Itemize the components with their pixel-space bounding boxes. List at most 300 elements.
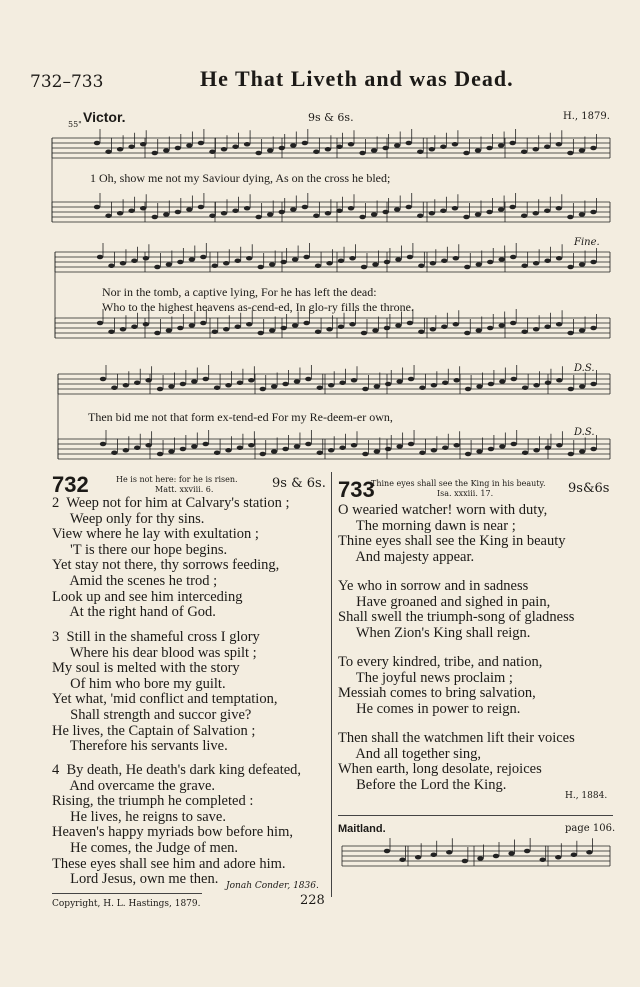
system3-bass-note	[396, 444, 402, 449]
system2-bass-note	[189, 323, 195, 328]
system2-bass-note	[269, 328, 275, 333]
system3-treble-note	[545, 380, 551, 385]
system1-treble-note	[313, 149, 319, 154]
system3-treble-note	[134, 380, 140, 385]
system2-treble-note	[303, 255, 309, 260]
system3-bass-note	[123, 448, 129, 453]
system2-treble-note	[177, 260, 183, 265]
system3-treble-note	[214, 385, 220, 390]
system3-bass-note	[465, 452, 471, 457]
system3-treble-note	[362, 387, 368, 392]
alt-tune-page: page 106.	[565, 823, 616, 834]
system1-treble-note	[290, 143, 296, 148]
system1-bass-note	[579, 212, 585, 217]
system3-treble-note	[374, 384, 380, 389]
system2-treble-note	[338, 258, 344, 263]
system2-treble-note	[579, 262, 585, 267]
system2-bass-note	[223, 327, 229, 332]
lyric-line-2a: Nor in the tomb, a captive lying, For he has left the dead:	[102, 285, 377, 299]
system2-bass-note	[395, 323, 401, 328]
system3-treble-note	[317, 385, 323, 390]
system3-bass-note	[168, 449, 174, 454]
tune-name: Victor.	[83, 109, 126, 125]
system1-bass-note	[348, 206, 354, 211]
system2-bass-note	[590, 326, 596, 331]
system1-treble-note	[359, 151, 365, 156]
lyric-line-3: Then bid me not that form ex-tend-ed For my Re-deem-er own,	[88, 410, 393, 424]
system1-treble-note	[105, 149, 111, 154]
system1-treble-note	[406, 141, 412, 146]
system1-bass-note	[417, 213, 423, 218]
system3-bass-note	[579, 449, 585, 454]
system2-bass-note	[292, 323, 298, 328]
system3-bass-note	[453, 443, 459, 448]
copyright: Copyright, H. L. Hastings, 1879.	[52, 899, 201, 909]
hymn-733-attribution: H., 1884.	[565, 791, 608, 801]
alt-tune-note	[384, 849, 390, 854]
system2-bass-note	[372, 328, 378, 333]
system3-bass-note	[294, 444, 300, 449]
system2-bass-note	[326, 327, 332, 332]
alt-tune-note	[399, 857, 405, 862]
system3-bass-note	[180, 447, 186, 452]
system1-bass-note	[94, 205, 100, 210]
system2-treble-note	[567, 265, 573, 270]
system1-bass-note	[279, 210, 285, 215]
system2-treble-note	[166, 262, 172, 267]
alt-tune-rule	[338, 815, 613, 816]
system2-treble-note	[533, 261, 539, 266]
alt-tune-note	[493, 854, 499, 859]
system2-treble-note	[326, 261, 332, 266]
system3-bass-note	[590, 447, 596, 452]
system3-bass-note	[431, 448, 437, 453]
system2-treble-note	[590, 260, 596, 265]
system2-bass-note	[418, 329, 424, 334]
system1-treble-note	[486, 146, 492, 151]
system1-treble-note	[336, 144, 342, 149]
system1-bass-note	[544, 208, 550, 213]
alt-tune-name: Maitland.	[338, 823, 386, 835]
system2-bass-note	[97, 321, 103, 326]
system1-treble-note	[498, 143, 504, 148]
system1-bass-note	[509, 205, 515, 210]
alt-tune-note	[415, 855, 421, 860]
system2-bass-note	[235, 324, 241, 329]
system2-treble-note	[212, 263, 218, 268]
system1-treble-note	[175, 146, 181, 151]
music-score	[0, 0, 640, 470]
system3-bass-note	[408, 442, 414, 447]
hymn-733-stanza-4: Then shall the watchmen lift their voices And all together sing, When earth, long desolate, rejoices Before the Lord the King.	[338, 730, 575, 793]
system3-bass-note	[374, 449, 380, 454]
system1-bass-note	[463, 215, 469, 220]
system1-bass-note	[440, 208, 446, 213]
system2-treble-note	[189, 257, 195, 262]
system1-treble-note	[186, 143, 192, 148]
system1-treble-note	[325, 147, 331, 152]
system2-treble-note	[223, 261, 229, 266]
system3-treble-note	[339, 380, 345, 385]
hymn-732-number: 732	[52, 472, 89, 497]
system3-treble-note	[579, 384, 585, 389]
system2-bass-note	[430, 327, 436, 332]
system2-treble-note	[108, 263, 114, 268]
system1-treble-note	[152, 151, 158, 156]
system1-bass-note	[267, 212, 273, 217]
alt-tune-note	[524, 849, 530, 854]
system3-bass-note	[271, 449, 277, 454]
system2-bass-note	[143, 322, 149, 327]
system3-treble-note	[145, 378, 151, 383]
system1-treble-note	[590, 146, 596, 151]
system2-bass-note	[510, 321, 516, 326]
system2-treble-note	[521, 263, 527, 268]
system1-bass-note	[232, 208, 238, 213]
system2-treble-note	[487, 260, 493, 265]
system2-bass-note	[487, 326, 493, 331]
system3-treble-note	[123, 383, 129, 388]
system2-treble-note	[430, 261, 436, 266]
system2-treble-note	[544, 258, 550, 263]
system3-treble-note	[191, 379, 197, 384]
system1-bass-note	[371, 212, 377, 217]
system3-treble-note	[385, 382, 391, 387]
system3-treble-note	[248, 378, 254, 383]
system2-bass-note	[476, 328, 482, 333]
system3-bass-note	[317, 450, 323, 455]
ds-mark-top: D.S.	[574, 363, 595, 374]
system1-bass-note	[255, 215, 261, 220]
system1-treble-note	[221, 147, 227, 152]
system1-treble-note	[556, 142, 562, 147]
hymn-733-scripture-ref: Isa. xxxiii. 17.	[437, 489, 494, 498]
page-number: 228	[300, 893, 325, 908]
system1-bass-note	[290, 207, 296, 212]
system1-bass-note	[105, 213, 111, 218]
system2-treble-note	[143, 256, 149, 261]
system1-bass-note	[152, 215, 158, 220]
alt-tune-note	[571, 852, 577, 857]
system1-bass-note	[486, 210, 492, 215]
tune-meter: 9s & 6s.	[308, 111, 354, 124]
hymn-733-stanza-1: O wearied watcher! worn with duty, The morning dawn is near ; Thine eyes shall see the King in beauty And majesty appear.	[338, 502, 566, 565]
alt-tune-note	[446, 850, 452, 855]
system2-bass-note	[384, 326, 390, 331]
system2-treble-note	[453, 256, 459, 261]
system2-bass-note	[120, 327, 126, 332]
lyric-line-2b: Who to the highest heavens as-cend-ed, In glo-ry fills the throne.	[102, 300, 414, 314]
system2-bass-note	[453, 322, 459, 327]
page-range: 732–733	[30, 72, 104, 92]
system1-bass-note	[140, 206, 146, 211]
system2-bass-note	[533, 327, 539, 332]
system3-bass-note	[260, 452, 266, 457]
system3-treble-note	[556, 378, 562, 383]
system3-treble-note	[271, 384, 277, 389]
alt-tune-note	[555, 855, 561, 860]
system2-treble-note	[257, 265, 263, 270]
system1-treble-note	[475, 148, 481, 153]
system1-treble-note	[198, 141, 204, 146]
system3-bass-note	[511, 442, 517, 447]
system1-bass-note	[186, 207, 192, 212]
system2-treble-note	[97, 255, 103, 260]
system1-bass-note	[394, 207, 400, 212]
system2-treble-note	[269, 262, 275, 267]
system1-treble-note	[567, 151, 573, 156]
system2-treble-note	[407, 255, 413, 260]
alt-tune-staff	[338, 838, 614, 874]
system2-treble-note	[235, 258, 241, 263]
system3-bass-note	[305, 442, 311, 447]
system1-bass-note	[521, 213, 527, 218]
system3-treble-note	[328, 383, 334, 388]
system2-bass-note	[499, 323, 505, 328]
system1-treble-note	[348, 142, 354, 147]
system1-treble-note	[533, 147, 539, 152]
system3-treble-note	[442, 380, 448, 385]
system1-treble-note	[544, 144, 550, 149]
system3-treble-note	[522, 385, 528, 390]
system1-bass-note	[452, 206, 458, 211]
system2-treble-note	[280, 260, 286, 265]
system1-treble-note	[128, 144, 134, 149]
footer-rule	[52, 893, 202, 894]
system3-treble-note	[476, 384, 482, 389]
system2-treble-note	[384, 260, 390, 265]
system2-bass-note	[166, 328, 172, 333]
system3-treble-note	[351, 378, 357, 383]
system3-bass-note	[385, 447, 391, 452]
system1-bass-note	[117, 211, 123, 216]
system1-treble-note	[371, 148, 377, 153]
system2-bass-note	[521, 329, 527, 334]
system3-treble-note	[419, 385, 425, 390]
system3-treble-note	[100, 377, 106, 382]
system2-treble-note	[246, 256, 252, 261]
system1-bass-note	[175, 210, 181, 215]
alt-tune-note	[586, 850, 592, 855]
system2-treble-note	[510, 255, 516, 260]
system3-treble-note	[408, 377, 414, 382]
system1-bass-note	[336, 208, 342, 213]
system1-treble-note	[117, 147, 123, 152]
system3-bass-note	[145, 443, 151, 448]
ds-mark-bottom: D.S.	[574, 427, 595, 438]
system1-bass-note	[302, 205, 308, 210]
hymn-732-meter: 9s & 6s.	[272, 476, 326, 491]
system3-treble-note	[202, 377, 208, 382]
system1-treble-note	[255, 151, 261, 156]
system3-bass-note	[419, 450, 425, 455]
hymn-732-scripture-ref: Matt. xxviii. 6.	[155, 485, 214, 494]
system1-bass-note	[567, 215, 573, 220]
hymn-733-meter: 9s&6s	[568, 481, 610, 496]
system2-bass-note	[108, 329, 114, 334]
system2-treble-note	[315, 263, 321, 268]
system2-treble-note	[476, 262, 482, 267]
system2-bass-note	[303, 321, 309, 326]
system2-bass-note	[177, 326, 183, 331]
system1-treble-note	[267, 148, 273, 153]
system2-bass-note	[246, 322, 252, 327]
hymn-733-number: 733	[338, 477, 375, 502]
system1-treble-note	[429, 147, 435, 152]
hymn-732-attribution: Jonah Conder, 1836.	[226, 881, 319, 891]
alt-tune-note	[540, 857, 546, 862]
system3-bass-note	[214, 450, 220, 455]
system1-bass-note	[406, 205, 412, 210]
system3-treble-note	[499, 379, 505, 384]
system3-bass-note	[339, 445, 345, 450]
alt-tune-note	[462, 859, 468, 864]
system3-treble-note	[282, 382, 288, 387]
system2-bass-note	[361, 331, 367, 336]
hymn-732-scripture: He is not here: for he is risen.	[116, 475, 238, 484]
page-title: He That Liveth and was Dead.	[200, 66, 514, 91]
alt-tune-note	[431, 852, 437, 857]
system3-bass-note	[351, 443, 357, 448]
system1-treble-note	[417, 149, 423, 154]
system1-treble-note	[163, 148, 169, 153]
system2-treble-note	[395, 257, 401, 262]
system3-bass-note	[282, 447, 288, 452]
system2-treble-note	[372, 262, 378, 267]
system2-bass-note	[315, 329, 321, 334]
system1-bass-note	[498, 207, 504, 212]
system3-treble-note	[305, 377, 311, 382]
system2-treble-note	[464, 265, 470, 270]
system1-treble-note	[394, 143, 400, 148]
system2-bass-note	[567, 331, 573, 336]
system1-bass-note	[128, 208, 134, 213]
system1-bass-note	[163, 212, 169, 217]
system1-treble-note	[302, 141, 308, 146]
system3-bass-note	[225, 448, 231, 453]
system3-bass-note	[328, 448, 334, 453]
system1-treble-note	[579, 148, 585, 153]
system2-bass-note	[154, 331, 160, 336]
system3-bass-note	[476, 449, 482, 454]
system3-bass-note	[568, 452, 574, 457]
system3-treble-note	[533, 383, 539, 388]
system3-treble-note	[431, 383, 437, 388]
system1-bass-note	[475, 212, 481, 217]
system1-treble-note	[452, 142, 458, 147]
system1-bass-note	[221, 211, 227, 216]
system3-bass-note	[100, 442, 106, 447]
system2-treble-note	[120, 261, 126, 266]
system1-bass-note	[244, 206, 250, 211]
hymn-733-scripture: Thine eyes shall see the King in his beauty.	[371, 479, 546, 488]
system1-bass-note	[556, 206, 562, 211]
system3-treble-note	[180, 382, 186, 387]
system1-bass-note	[198, 205, 204, 210]
system1-treble-note	[209, 149, 215, 154]
system2-treble-note	[200, 255, 206, 260]
system1-treble-note	[382, 146, 388, 151]
fine-mark: Fine.	[574, 237, 600, 248]
system2-bass-note	[280, 326, 286, 331]
system3-treble-note	[568, 387, 574, 392]
lyric-line-1: 1 Oh, show me not my Saviour dying, As on the cross he bled;	[90, 171, 391, 185]
hymn-732-stanza-4: 4 By death, He death's dark king defeated, And overcame the grave. Rising, the triumph he completed : He lives, he reigns to save. Heaven's happy myriads bow before him, He comes, the Judge of men. These eyes shall see him and adore him. Lord Jesus, own me then.	[52, 762, 302, 888]
system1-bass-note	[325, 211, 331, 216]
system1-bass-note	[359, 215, 365, 220]
system2-treble-note	[361, 265, 367, 270]
system3-treble-note	[157, 387, 163, 392]
system3-treble-note	[511, 377, 517, 382]
system1-bass-note	[533, 211, 539, 216]
hymn-732-stanza-3: 3 Still in the shameful cross I glory Where his dear blood was spilt ; My soul is melted with the story Of him who bore my guilt. Yet what, 'mid conflict and temptation, Shall strength and succor give? He lives, the Captain of Salvation ; Therefore his servants live.	[52, 629, 278, 755]
system3-bass-note	[134, 445, 140, 450]
system1-treble-note	[94, 141, 100, 146]
system2-bass-note	[464, 331, 470, 336]
alt-tune-note	[508, 851, 514, 856]
system1-bass-note	[590, 210, 596, 215]
system3-bass-note	[202, 442, 208, 447]
system2-bass-note	[407, 321, 413, 326]
system1-treble-note	[279, 146, 285, 151]
system1-bass-note	[382, 210, 388, 215]
system3-bass-note	[248, 443, 254, 448]
system1-treble-note	[463, 151, 469, 156]
system1-treble-note	[440, 144, 446, 149]
hymn-733-stanza-3: To every kindred, tribe, and nation, The joyful news proclaim ; Messiah comes to bring salvation, He comes in power to reign.	[338, 654, 543, 717]
system2-bass-note	[200, 321, 206, 326]
system3-treble-note	[465, 387, 471, 392]
system3-treble-note	[237, 380, 243, 385]
system2-bass-note	[212, 329, 218, 334]
system3-bass-note	[488, 447, 494, 452]
system3-bass-note	[442, 445, 448, 450]
system1-treble-note	[140, 142, 146, 147]
system2-treble-note	[131, 258, 137, 263]
system1-treble-note	[509, 141, 515, 146]
system3-bass-note	[191, 444, 197, 449]
system3-treble-note	[111, 385, 117, 390]
system3-bass-note	[522, 450, 528, 455]
system1-treble-note	[244, 142, 250, 147]
system3-bass-note	[499, 444, 505, 449]
system3-treble-note	[488, 382, 494, 387]
system1-bass-note	[429, 211, 435, 216]
metronome-mark: 55"	[68, 120, 82, 129]
system2-treble-note	[292, 257, 298, 262]
system3-treble-note	[396, 379, 402, 384]
system2-bass-note	[257, 331, 263, 336]
system3-bass-note	[533, 448, 539, 453]
hymn-733-stanza-2: Ye who in sorrow and in sadness Have groaned and sighed in pain, Shall swell the triumph-song of gladness When Zion's King shall reign.	[338, 578, 575, 641]
system3-bass-note	[237, 445, 243, 450]
system2-bass-note	[338, 324, 344, 329]
system2-treble-note	[441, 258, 447, 263]
system1-bass-note	[209, 213, 215, 218]
system3-bass-note	[157, 452, 163, 457]
system2-treble-note	[154, 265, 160, 270]
system3-bass-note	[545, 445, 551, 450]
system1-bass-note	[313, 213, 319, 218]
hymn-732-stanza-2: 2 Weep not for him at Calvary's station ; Weep only for thy sins. View where he lay with exultation ; 'T is there our hope begins. Yet stay not there, thy sorrows feeding, Amid the scenes he trod ; Look up and see him interceding At the right hand of God.	[52, 495, 290, 621]
alt-tune-note	[477, 856, 483, 861]
system1-treble-note	[232, 144, 238, 149]
system2-bass-note	[441, 324, 447, 329]
system3-bass-note	[362, 452, 368, 457]
system1-treble-note	[521, 149, 527, 154]
column-divider	[331, 472, 332, 897]
system2-bass-note	[349, 322, 355, 327]
